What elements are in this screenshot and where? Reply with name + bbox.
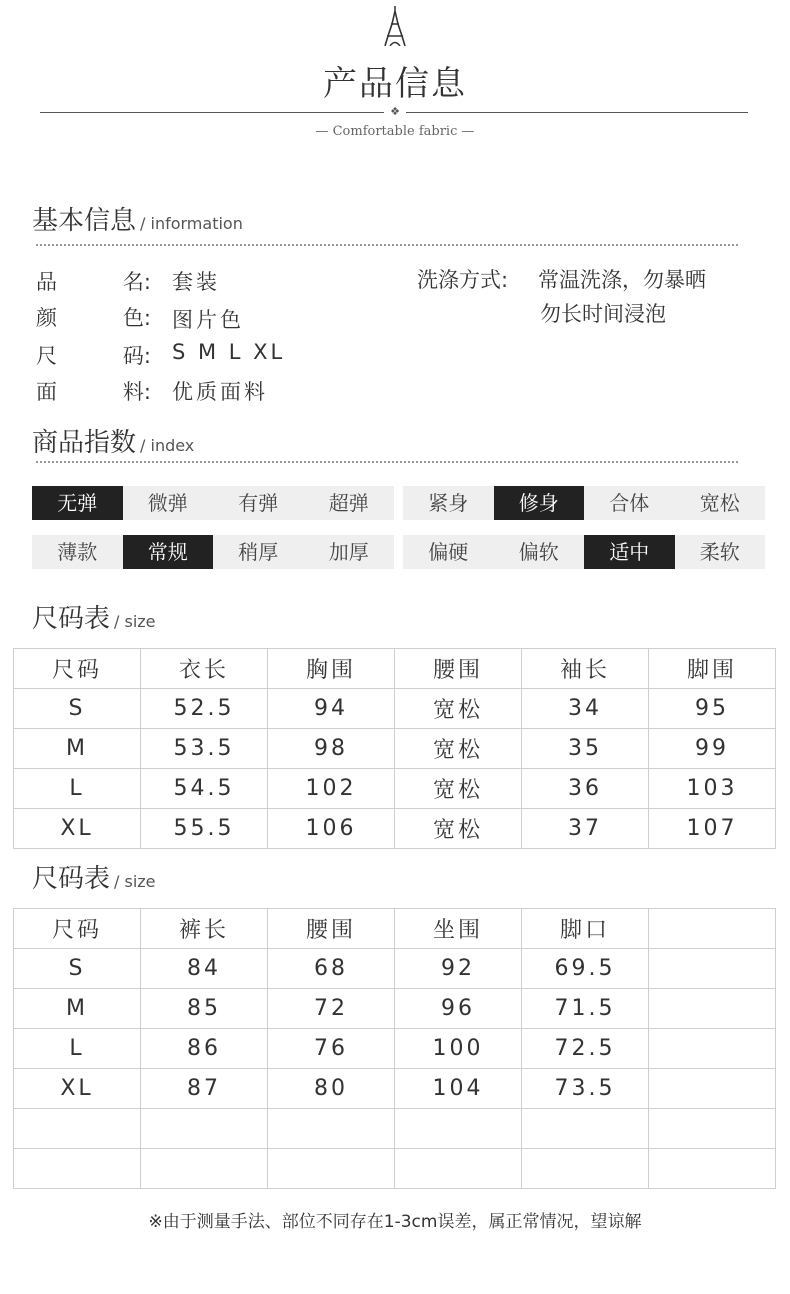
table-cell: 36 [522,769,649,809]
table-header-cell: 胸围 [268,649,395,689]
table-cell: 76 [268,1029,395,1069]
table-cell: 34 [522,689,649,729]
table-cell: 68 [268,949,395,989]
table-cell: 107 [649,809,776,849]
table-cell [649,1029,776,1069]
table-row [14,1149,776,1189]
info-label: 品 名: [36,270,151,294]
table-header-cell: 衣长 [141,649,268,689]
wash-value-line2: 勿长时间浸泡 [540,302,666,326]
table-header-cell: 脚围 [649,649,776,689]
section-title-cn: 尺码表 [32,604,111,634]
table-cell [649,1109,776,1149]
table-cell [649,949,776,989]
section-title-en: / information [140,214,243,233]
info-value-size: S M L XL [172,340,286,364]
table-header-cell: 裤长 [141,909,268,949]
table-cell: 52.5 [141,689,268,729]
info-label: 颜 色: [36,306,151,330]
table-row [14,1069,776,1109]
index-option: 修身 [494,486,585,520]
table-row [14,1109,776,1149]
table-cell: S [14,949,141,989]
index-option: 超弹 [304,486,395,520]
index-option: 柔软 [675,535,766,569]
table-cell: 72.5 [522,1029,649,1069]
table-cell: 106 [268,809,395,849]
table-row [14,769,776,809]
section-title-cn: 基本信息 [32,206,137,236]
table-cell: 71.5 [522,989,649,1029]
measurement-disclaimer: ※由于测量手法、部位不同存在1-3cm误差，属正常情况，望谅解 [148,1212,642,1232]
table-cell [649,1149,776,1189]
section-title-en: / index [140,436,195,455]
table-cell [649,989,776,1029]
table-cell: 98 [268,729,395,769]
table-cell [522,1149,649,1189]
table-cell: 37 [522,809,649,849]
table-cell: L [14,1029,141,1069]
section-title-index [32,422,194,459]
table-cell: 100 [395,1029,522,1069]
table-row [14,809,776,849]
table-cell: 54.5 [141,769,268,809]
table-cell: M [14,989,141,1029]
index-group-thickness [32,535,394,569]
info-value-fabric: 优质面料 [172,380,268,404]
header-divider-right [406,112,748,113]
index-option: 稍厚 [213,535,304,569]
index-option: 偏硬 [403,535,494,569]
index-group-softness [403,535,765,569]
table-header-row [14,909,776,949]
section-title-information [32,200,243,237]
table-cell [14,1109,141,1149]
table-cell: 84 [141,949,268,989]
table-header-cell: 坐围 [395,909,522,949]
index-option: 薄款 [32,535,123,569]
dotted-divider [36,461,738,463]
index-option: 偏软 [494,535,585,569]
table-header-cell: 尺码 [14,649,141,689]
section-title-size-bottom [32,858,156,895]
table-cell [522,1109,649,1149]
section-title-size-top [32,598,156,635]
table-cell: 104 [395,1069,522,1109]
diamond-ornament-icon: ❖ [390,105,400,118]
table-header-cell: 腰围 [395,649,522,689]
table-cell [141,1109,268,1149]
index-option: 紧身 [403,486,494,520]
table-cell: 87 [141,1069,268,1109]
table-cell: 86 [141,1029,268,1069]
eiffel-tower-icon [383,6,407,46]
table-cell: 103 [649,769,776,809]
info-label: 尺 码: [36,344,151,368]
section-title-cn: 商品指数 [32,428,137,458]
page-subtitle: — Comfortable fabric — [315,124,475,139]
table-header-cell: 尺码 [14,909,141,949]
table-header-cell [649,909,776,949]
table-cell [395,1109,522,1149]
index-option: 适中 [584,535,675,569]
table-cell: XL [14,809,141,849]
table-cell: 99 [649,729,776,769]
section-title-en: / size [114,872,156,891]
table-cell: 85 [141,989,268,1029]
wash-label: 洗涤方式: [417,268,509,292]
table-header-row [14,649,776,689]
table-cell: 95 [649,689,776,729]
table-cell [649,1069,776,1109]
page-title: 产品信息 [323,64,467,104]
table-row [14,989,776,1029]
table-cell: L [14,769,141,809]
table-cell [141,1149,268,1189]
info-value-name: 套装 [172,270,220,294]
table-row [14,689,776,729]
table-cell: 宽松 [395,689,522,729]
index-option: 无弹 [32,486,123,520]
index-option: 常规 [123,535,214,569]
table-cell: 宽松 [395,729,522,769]
table-cell: 80 [268,1069,395,1109]
index-group-fit [403,486,765,520]
dotted-divider [36,244,738,246]
table-header-cell: 脚口 [522,909,649,949]
table-cell: XL [14,1069,141,1109]
table-row [14,949,776,989]
section-title-cn: 尺码表 [32,864,111,894]
index-option: 合体 [584,486,675,520]
table-cell: 73.5 [522,1069,649,1109]
table-cell [268,1149,395,1189]
table-cell [268,1109,395,1149]
index-option: 加厚 [304,535,395,569]
table-cell: S [14,689,141,729]
table-cell: 53.5 [141,729,268,769]
info-value-color: 图片色 [172,308,244,332]
table-header-cell: 腰围 [268,909,395,949]
table-header-cell: 袖长 [522,649,649,689]
header-divider-left [40,112,384,113]
table-cell: 72 [268,989,395,1029]
table-cell [395,1149,522,1189]
size-table-top [13,648,776,849]
table-cell: 94 [268,689,395,729]
index-option: 微弹 [123,486,214,520]
table-cell: 55.5 [141,809,268,849]
table-cell: 宽松 [395,809,522,849]
table-cell [14,1149,141,1189]
table-cell: M [14,729,141,769]
table-cell: 69.5 [522,949,649,989]
info-label: 面 料: [36,380,151,404]
table-cell: 35 [522,729,649,769]
wash-value-line1: 常温洗涤，勿暴晒 [538,268,706,292]
index-option: 有弹 [213,486,304,520]
index-option: 宽松 [675,486,766,520]
table-row [14,729,776,769]
index-group-elasticity [32,486,394,520]
table-cell: 92 [395,949,522,989]
table-cell: 宽松 [395,769,522,809]
section-title-en: / size [114,612,156,631]
size-table-bottom [13,908,776,1189]
table-row [14,1029,776,1069]
table-cell: 102 [268,769,395,809]
table-cell: 96 [395,989,522,1029]
